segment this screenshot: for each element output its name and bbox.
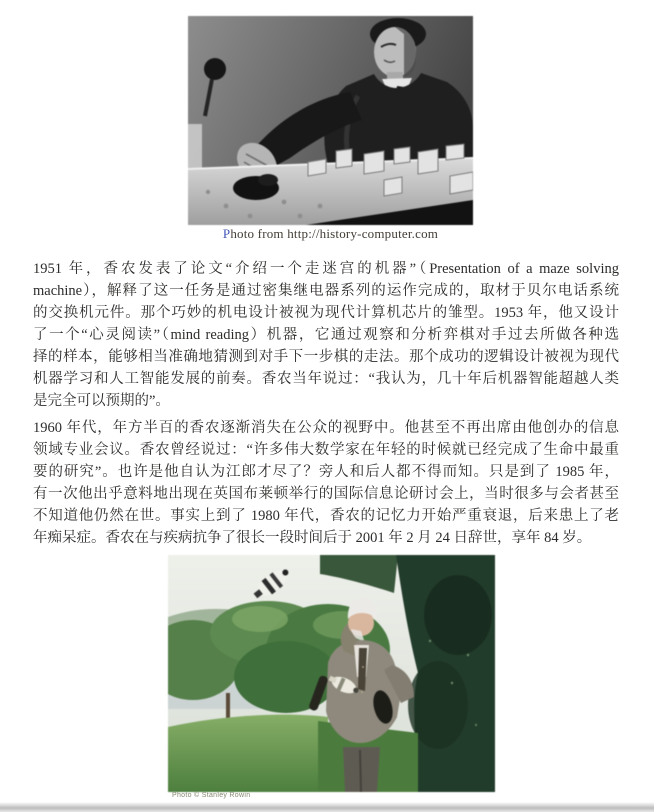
caption-text: hoto from http://history-computer.com (230, 226, 439, 241)
page-bottom-edge (0, 802, 654, 812)
text-line: 1951 年，香农发表了论文“介绍一个走迷宫的机器”（Presentation of a maze solving (33, 261, 619, 277)
text-line: 的交换机元件。那个巧妙的机电设计被视为现代计算机芯片的雏型。1953 年，他又设计 (33, 305, 619, 321)
text-line: 有一次他出乎意料地出现在英国布莱顿举行的国际信息论研讨会上，当时很多与会者甚至 (33, 486, 619, 502)
photo-credit: Photo © Stanley Rowin (172, 792, 251, 799)
text-line: 1960 年代，年方半百的香农逐渐消失在公众的视野中。他甚至不再出席由他创办的信息 (33, 420, 619, 436)
text-line: 了一个“心灵阅读”（mind reading）机器，它通过观察和分析弈棋对手过去所做各种选 (33, 327, 619, 343)
text-line: 年痴呆症。香农在与疾病抗争了很长一段时间后于 2001 年 2 月 24 日辞世，享年 84 岁。 (33, 530, 592, 546)
text-line: machine），解释了这一任务是通过密集继电器系列的运作完成的，取材于贝尔电话系统 (33, 283, 619, 299)
paragraph-shannon-1960 (33, 417, 619, 549)
photo-caption (188, 226, 473, 242)
juggling-photo-illustration (168, 555, 495, 792)
text-line: 机器学习和人工智能发展的前奏。香农当年说过：“我认为，几十年后机器智能超越人类 (33, 371, 619, 387)
text-line: 是完全可以预期的”。 (33, 393, 170, 409)
lawn (168, 715, 328, 792)
text-line: 择的样本，能够相当准确地猜测到对手下一步棋的走法。那个成功的逻辑设计被视为现代 (33, 349, 619, 365)
maze-photo-illustration (188, 16, 473, 225)
shannon-maze-photo (188, 16, 473, 225)
shannon-juggling-photo (168, 555, 495, 792)
caption-initial: P (222, 226, 231, 241)
text-line: 要的研究”。也许是他自认为江郎才尽了？旁人和后人都不得而知。只是到了 1985 年， (33, 464, 619, 480)
paragraph-shannon-1951 (33, 258, 619, 412)
text-line: 不知道他仍然在世。事实上到了 1980 年代，香农的记忆力开始严重衰退，后来患上了老 (33, 508, 619, 524)
text-line: 领域专业会议。香农曾经说过：“许多伟大数学家在年轻的时候就已经完成了生命中最重 (33, 442, 619, 458)
